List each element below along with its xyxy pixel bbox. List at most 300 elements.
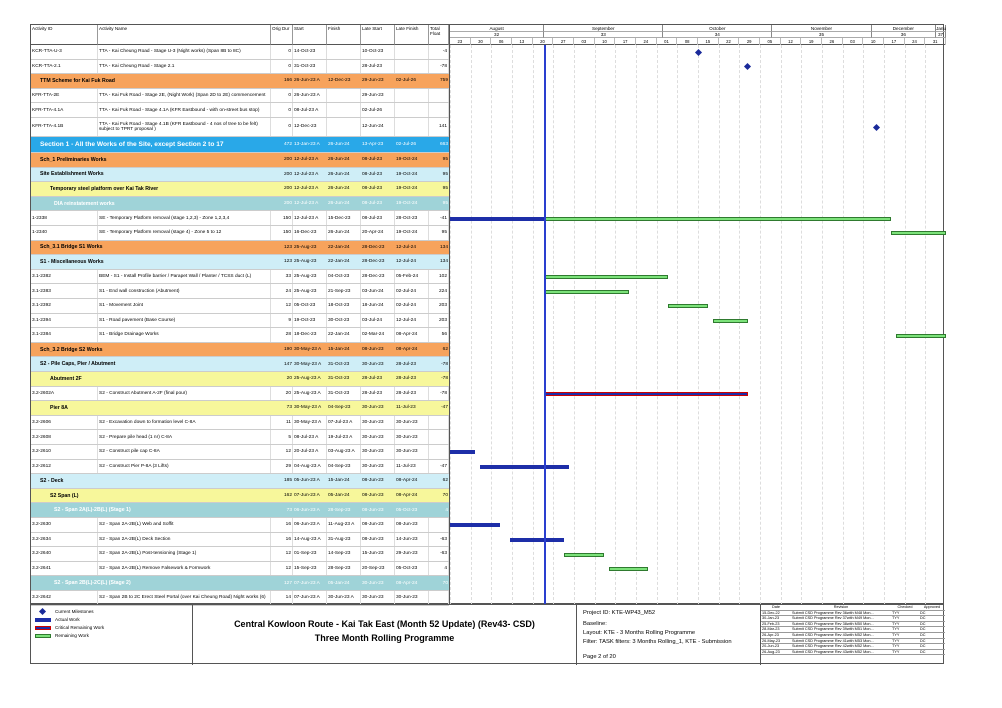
grid-line bbox=[843, 45, 844, 605]
orig-dur: 12 bbox=[271, 562, 293, 576]
table-row[interactable] bbox=[31, 103, 449, 118]
late-start: 08-Jun-23 bbox=[361, 518, 395, 532]
finish-date: 04-Sep-23 bbox=[328, 405, 351, 411]
table-row[interactable] bbox=[31, 416, 449, 431]
start-date: 30-May-23 A bbox=[294, 347, 322, 353]
finish-date: 05-Jan-24 bbox=[328, 493, 350, 499]
revision-cell: Submit CSD Programme Rev 41with M53 Mon... bbox=[792, 638, 874, 643]
table-row[interactable] bbox=[31, 60, 449, 75]
activity-id: 1-2338 bbox=[31, 211, 98, 225]
activity-name: SE - Temporary Platform removal (stage 1,2,3) - Zone 1,2,3,4 bbox=[98, 211, 271, 225]
activity-name: S2 - Span 2A-2B(L) Web and Soffit bbox=[98, 518, 271, 532]
grid-line bbox=[636, 45, 637, 605]
col-header-late-finish[interactable]: Late Finish bbox=[395, 25, 429, 45]
late-start: 13-Apr-23 bbox=[362, 142, 384, 147]
total-float: -4 bbox=[429, 45, 449, 59]
late-start: 08-Jun-23 bbox=[362, 347, 384, 353]
week-label: 33 bbox=[544, 32, 663, 38]
revision-cell: TYY bbox=[892, 616, 900, 621]
revision-header: Revision bbox=[833, 605, 849, 609]
late-start: 12-Jun-24 bbox=[361, 118, 395, 136]
late-finish: 08-Apr-24 bbox=[396, 580, 418, 586]
activity-id: KFR-TTA-2E bbox=[31, 89, 98, 103]
finish-date: 22-Jan-24 bbox=[328, 259, 350, 265]
remaining-work-bar[interactable] bbox=[544, 217, 891, 221]
revision-cell: DC bbox=[920, 621, 926, 626]
start-date: 12-Jul-23 A bbox=[293, 211, 327, 225]
day-label: 01 bbox=[657, 38, 678, 45]
finish-date: 22-Jan-24 bbox=[327, 328, 361, 342]
wbs-group-row[interactable] bbox=[31, 255, 449, 270]
activity-name: S2 - Construct Abutment A-2F (final pour) bbox=[98, 387, 271, 401]
activity-id: KFR-TTA-4.1A bbox=[31, 103, 98, 117]
revision-cell: Submit CSD Programme Rev 36with M48 Mon... bbox=[792, 610, 874, 615]
grid-line bbox=[863, 45, 864, 605]
activity-name: S1 - Bridge Drainage Works bbox=[98, 328, 271, 342]
table-row[interactable] bbox=[31, 314, 449, 329]
wbs-group-row[interactable] bbox=[31, 474, 449, 489]
day-label: 19 bbox=[801, 38, 822, 45]
wbs-group-row[interactable] bbox=[31, 182, 449, 197]
legend-label: Actual Work bbox=[55, 617, 80, 622]
late-finish: 19-Oct-24 bbox=[396, 201, 418, 207]
legend-item-current-milestone bbox=[35, 609, 94, 614]
day-label: 29 bbox=[739, 38, 760, 45]
table-row[interactable] bbox=[31, 328, 449, 343]
revision-cell: DC bbox=[920, 644, 926, 649]
activity-name: S2 - Prepare pile head (1 nr) C-8A bbox=[98, 430, 271, 444]
activity-name: TTA - Kai Cheung Road - Stage 2.1 bbox=[98, 60, 271, 74]
table-row[interactable] bbox=[31, 533, 449, 548]
late-finish: 11-Jul-23 bbox=[396, 405, 416, 411]
activity-id: 3.2-2610 bbox=[31, 445, 98, 459]
late-start: 30-Jun-23 bbox=[361, 430, 395, 444]
start-date: 26-Jun-23 A bbox=[293, 89, 327, 103]
orig-dur: 11 bbox=[271, 416, 293, 430]
late-finish: 12-Jul-24 bbox=[395, 314, 429, 328]
finish-date: 19-Jul-23 A bbox=[327, 430, 361, 444]
finish-date: 30-Jun-23 A bbox=[327, 591, 361, 605]
activity-name: S2 - Span 2A-2B(L) Post-tensioning (Stage 1) bbox=[98, 547, 271, 561]
activity-name: S2 - Construct Pier P-8A (3 Lifts) bbox=[98, 460, 271, 474]
start-date: 07-Jun-23 A bbox=[293, 591, 327, 605]
legend-item-actual-work bbox=[35, 617, 80, 622]
late-finish: 08-Apr-24 bbox=[395, 328, 429, 342]
day-label: 15 bbox=[698, 38, 719, 45]
activity-id: 3.1-2383 bbox=[31, 284, 98, 298]
legend-label: Critical Remaining Work bbox=[55, 625, 105, 630]
total-float: 62 bbox=[442, 347, 448, 353]
grid-line bbox=[574, 45, 575, 605]
legend bbox=[31, 605, 193, 665]
remaining-work-bar[interactable] bbox=[544, 275, 668, 279]
activity-name: S2 - Pile Caps, Pier / Abutment bbox=[40, 361, 116, 368]
revision-cell: 28-Mar-23 bbox=[762, 627, 780, 632]
late-finish: 19-Oct-24 bbox=[395, 226, 429, 240]
col-header-late-start[interactable]: Late Start bbox=[361, 25, 395, 45]
start-date: 30-May-23 A bbox=[294, 405, 322, 411]
revision-cell: TYY bbox=[892, 638, 900, 643]
grid-line bbox=[884, 45, 885, 605]
orig-dur: 12 bbox=[271, 299, 293, 313]
late-finish: 28-Jul-23 bbox=[395, 387, 429, 401]
late-start: 28-Jul-23 bbox=[361, 387, 395, 401]
wbs-group-row[interactable] bbox=[31, 137, 449, 153]
week-label: 37 bbox=[936, 32, 946, 38]
activity-id: 3.2-2602A bbox=[31, 387, 98, 401]
finish-date: 28-Sep-23 bbox=[327, 562, 361, 576]
late-finish: 02-Jul-26 bbox=[396, 142, 416, 147]
orig-dur: 472 bbox=[283, 142, 292, 147]
wbs-group-row[interactable] bbox=[31, 372, 449, 387]
total-float: -41 bbox=[429, 211, 449, 225]
activity-id: 1-2340 bbox=[31, 226, 98, 240]
finish-date: 12-Dec-23 bbox=[328, 78, 351, 84]
day-label: 08 bbox=[677, 38, 698, 45]
day-label: 10 bbox=[863, 38, 884, 45]
wbs-group-row[interactable] bbox=[31, 197, 449, 212]
start-date: 08-Jul-23 A bbox=[293, 430, 327, 444]
revision-cell: TYY bbox=[892, 649, 900, 654]
activity-id: 3.2-2612 bbox=[31, 460, 98, 474]
late-finish bbox=[395, 45, 429, 59]
col-header-finish[interactable]: Finish bbox=[327, 25, 361, 45]
day-label: 27 bbox=[553, 38, 574, 45]
late-finish: 05-Oct-23 bbox=[395, 562, 429, 576]
total-float: 62 bbox=[442, 478, 448, 484]
revision-cell: 25-Feb-23 bbox=[762, 621, 780, 626]
total-float bbox=[429, 103, 449, 117]
col-header-activity-id[interactable]: Activity ID bbox=[31, 25, 98, 45]
orig-dur: 5 bbox=[271, 430, 293, 444]
orig-dur: 147 bbox=[283, 361, 292, 367]
activity-id: 3.1-2382 bbox=[31, 270, 98, 284]
late-start: 02-Jul-26 bbox=[361, 103, 395, 117]
late-start: 30-Jun-23 bbox=[361, 416, 395, 430]
activity-name: Temporary steel platform over Kai Tak River bbox=[50, 185, 159, 192]
activity-name: S2 - Deck bbox=[40, 477, 64, 484]
late-finish: 14-Jun-23 bbox=[395, 533, 429, 547]
orig-dur: 24 bbox=[271, 284, 293, 298]
day-label: 03 bbox=[574, 38, 595, 45]
actual-work-bar[interactable] bbox=[450, 523, 500, 527]
revision-cell: DC bbox=[920, 638, 926, 643]
legend-item-remaining-work bbox=[35, 633, 89, 638]
project-info bbox=[577, 605, 761, 665]
remaining-work-bar[interactable] bbox=[564, 553, 604, 557]
late-finish: 28-Oct-23 bbox=[395, 211, 429, 225]
orig-dur: 16 bbox=[271, 518, 293, 532]
late-start: 30-Jun-23 bbox=[362, 405, 384, 411]
day-label: 31 bbox=[925, 38, 946, 45]
wbs-group-row[interactable] bbox=[31, 153, 449, 168]
actual-work-bar[interactable] bbox=[510, 538, 565, 542]
total-float: -63 bbox=[429, 547, 449, 561]
finish-date: 26-Jun-24 bbox=[328, 157, 350, 163]
late-start: 08-Jun-23 bbox=[361, 533, 395, 547]
table-row[interactable] bbox=[31, 211, 449, 226]
orig-dur: 162 bbox=[283, 493, 292, 499]
finish-date bbox=[327, 118, 361, 136]
late-start: 18-Jun-24 bbox=[361, 299, 395, 313]
finish-date: 04-Sep-23 bbox=[327, 460, 361, 474]
late-finish: 19-Oct-24 bbox=[396, 171, 418, 177]
activity-id: KCR-TTA-U-3 bbox=[31, 45, 98, 59]
project-title: Central Kowloon Route - Kai Tak East (Month 52 Update) (Rev43- CSD) bbox=[234, 619, 535, 629]
month-label: November bbox=[772, 25, 871, 32]
activity-name: Sch_3.2 Bridge S2 Works bbox=[40, 346, 103, 353]
orig-dur: 200 bbox=[283, 201, 292, 207]
actual-work-bar[interactable] bbox=[480, 465, 569, 469]
activity-name: DIA reinstatement works bbox=[54, 200, 115, 207]
late-start: 03-Jun-24 bbox=[361, 284, 395, 298]
late-finish bbox=[395, 89, 429, 103]
actual-work-bar[interactable] bbox=[450, 217, 544, 221]
revision-cell: DC bbox=[920, 627, 926, 632]
late-finish: 29-Jun-23 bbox=[395, 547, 429, 561]
activity-id: 3.2-2641 bbox=[31, 562, 98, 576]
orig-dur: 14 bbox=[271, 591, 293, 605]
start-date: 12-Jul-23 A bbox=[294, 186, 319, 192]
activity-id: 3.2-2606 bbox=[31, 416, 98, 430]
total-float: 203 bbox=[429, 299, 449, 313]
finish-date: 26-Jun-24 bbox=[328, 201, 350, 207]
activity-name: S1 - Miscellaneous Works bbox=[40, 258, 104, 265]
remaining-work-bar[interactable] bbox=[891, 231, 946, 235]
revision-cell: Submit CSD Programme Rev 37with M49 Mon... bbox=[792, 616, 874, 621]
late-finish: 19-Oct-24 bbox=[396, 157, 418, 163]
month-label: October bbox=[663, 25, 772, 32]
footer bbox=[30, 604, 944, 664]
late-start: 02-Mar-24 bbox=[361, 328, 395, 342]
table-row[interactable] bbox=[31, 430, 449, 445]
late-start: 08-Jun-23 bbox=[362, 478, 384, 484]
orig-dur: 9 bbox=[271, 314, 293, 328]
orig-dur: 20 bbox=[286, 376, 292, 382]
late-finish bbox=[395, 103, 429, 117]
activity-name: TTA - Kai Cheung Road - Stage U-3 (Night works) (Span 8B to 8C) bbox=[98, 45, 271, 59]
start-date: 30-May-23 A bbox=[293, 416, 327, 430]
col-header-total-float[interactable]: Total Float bbox=[429, 25, 449, 45]
table-row[interactable] bbox=[31, 445, 449, 460]
table-row[interactable] bbox=[31, 45, 449, 60]
table-row[interactable] bbox=[31, 226, 449, 241]
revision-cell: Submit CSD Programme Rev 38with M50 Mon... bbox=[792, 621, 874, 626]
grid-line bbox=[471, 45, 472, 605]
remaining-work-bar[interactable] bbox=[544, 290, 628, 294]
revision-cell: DC bbox=[920, 616, 926, 621]
revision-header: Date bbox=[771, 605, 781, 609]
wbs-group-row[interactable] bbox=[31, 357, 449, 372]
total-float: -78 bbox=[441, 376, 448, 382]
table-row[interactable] bbox=[31, 89, 449, 104]
wbs-group-row[interactable] bbox=[31, 401, 449, 416]
start-date: 13-Jan-23 A bbox=[294, 142, 320, 147]
total-float: 203 bbox=[429, 314, 449, 328]
revision-row bbox=[761, 650, 945, 656]
day-label: 23 bbox=[450, 38, 471, 45]
activity-id: 3.2-2642 bbox=[31, 591, 98, 605]
start-date: 07-Jun-23 A bbox=[294, 493, 320, 499]
start-date: 16-Dec-23 bbox=[293, 226, 327, 240]
finish-date: 22-Jan-24 bbox=[328, 244, 350, 250]
total-float: 134 bbox=[439, 259, 448, 265]
table-row[interactable] bbox=[31, 118, 449, 137]
late-start: 20-Apr-24 bbox=[361, 226, 395, 240]
critical-remaining-bar[interactable] bbox=[544, 392, 747, 396]
total-float: 4 bbox=[429, 562, 449, 576]
start-date: 01-Sep-23 bbox=[293, 547, 327, 561]
wbs-group-row[interactable] bbox=[31, 168, 449, 183]
wbs-group-row[interactable] bbox=[31, 489, 449, 504]
remaining-work-bar[interactable] bbox=[609, 567, 649, 571]
revision-cell: Submit CSD Programme Rev 40with M52 Mon... bbox=[792, 633, 874, 637]
grid-line bbox=[450, 45, 451, 605]
late-finish: 02-Jul-26 bbox=[396, 78, 416, 84]
day-label: 13 bbox=[512, 38, 533, 45]
grid-line bbox=[553, 45, 554, 605]
orig-dur: 20 bbox=[271, 387, 293, 401]
total-float: -78 bbox=[429, 60, 449, 74]
table-row[interactable] bbox=[31, 387, 449, 402]
grid-line bbox=[905, 45, 906, 605]
table-row[interactable] bbox=[31, 562, 449, 577]
revision-header: Approved bbox=[923, 605, 941, 609]
orig-dur: 200 bbox=[283, 157, 292, 163]
finish-date: 30-Oct-23 bbox=[327, 314, 361, 328]
day-label: 17 bbox=[884, 38, 905, 45]
late-finish bbox=[395, 118, 429, 136]
activity-name: BEM - S1 - Install Profile barrier / Parapet Wall / Planter / TCSS duct (L) bbox=[98, 270, 271, 284]
activity-name: Section 1 - All the Works of the Site, except Section 2 to 17 bbox=[40, 141, 224, 148]
table-row[interactable] bbox=[31, 460, 449, 475]
col-header-start[interactable]: Start bbox=[293, 25, 327, 45]
finish-date: 14-Sep-23 bbox=[327, 547, 361, 561]
late-start: 08-Jul-23 bbox=[362, 171, 382, 177]
table-row[interactable] bbox=[31, 518, 449, 533]
grid-line bbox=[925, 45, 926, 605]
remaining-work-bar[interactable] bbox=[713, 319, 748, 323]
actual-work-bar[interactable] bbox=[450, 450, 475, 454]
revision-cell: DC bbox=[920, 649, 926, 654]
table-row[interactable] bbox=[31, 299, 449, 314]
orig-dur: 0 bbox=[271, 60, 293, 74]
activity-id: KFR-TTA-4.1B bbox=[31, 118, 98, 136]
orig-dur: 0 bbox=[271, 118, 293, 136]
orig-dur: 150 bbox=[271, 211, 293, 225]
total-float: 224 bbox=[429, 284, 449, 298]
activity-name: S1 - Road pavement (Base Course) bbox=[98, 314, 271, 328]
activity-id: 3.2-2630 bbox=[31, 518, 98, 532]
schedule-sheet bbox=[30, 24, 947, 604]
revision-cell: 20-Jun-23 bbox=[762, 644, 780, 649]
activity-name: S2 - Span 2A-2B(L) Deck Section bbox=[98, 533, 271, 547]
table-row[interactable] bbox=[31, 270, 449, 285]
finish-date bbox=[327, 103, 361, 117]
table-row[interactable] bbox=[31, 284, 449, 299]
activity-name: S2 - Span 2A-2B(L) Remove Falsework & Formwork bbox=[98, 562, 271, 576]
total-float bbox=[429, 430, 449, 444]
orig-dur: 33 bbox=[271, 270, 293, 284]
start-date: 05-Oct-23 bbox=[293, 299, 327, 313]
grid-line bbox=[657, 45, 658, 605]
late-start: 29-Jun-23 bbox=[361, 89, 395, 103]
col-header-orig-dur[interactable]: Orig Dur bbox=[271, 25, 293, 45]
activity-name: S1 - Movement Joint bbox=[98, 299, 271, 313]
orig-dur: 166 bbox=[283, 78, 292, 84]
start-date: 31-Oct-23 bbox=[293, 60, 327, 74]
grid-line bbox=[719, 45, 720, 605]
activity-name: Abutment 2F bbox=[50, 375, 82, 382]
wbs-group-row[interactable] bbox=[31, 503, 449, 518]
day-label: 20 bbox=[533, 38, 554, 45]
milestone-diamond[interactable] bbox=[873, 124, 880, 131]
milestone-diamond[interactable] bbox=[744, 63, 751, 70]
total-float: 95 bbox=[442, 171, 448, 177]
total-float bbox=[429, 591, 449, 605]
late-finish: 08-Jun-23 bbox=[395, 518, 429, 532]
late-finish: 05-Feb-24 bbox=[395, 270, 429, 284]
late-start: 08-Jul-23 bbox=[362, 201, 382, 207]
late-start: 28-Dec-23 bbox=[362, 244, 385, 250]
late-start: 20-Sep-23 bbox=[361, 562, 395, 576]
finish-date: 18-Oct-23 bbox=[327, 299, 361, 313]
orig-dur: 12 bbox=[271, 445, 293, 459]
start-date: 25-Aug-23 bbox=[294, 259, 317, 265]
wbs-group-row[interactable] bbox=[31, 74, 449, 89]
late-start: 08-Jul-23 bbox=[361, 211, 395, 225]
week-label: 32 bbox=[450, 32, 544, 38]
finish-date: 28-Sep-23 bbox=[328, 507, 351, 513]
activity-name: S2 - Span 2B(L)-2C(L) (Stage 2) bbox=[54, 580, 131, 587]
finish-date: 05-Jan-24 bbox=[328, 580, 350, 586]
grid-line bbox=[698, 45, 699, 605]
wbs-group-row[interactable] bbox=[31, 576, 449, 591]
activity-table bbox=[31, 25, 449, 605]
late-finish: 02-Jul-24 bbox=[395, 284, 429, 298]
late-start: 08-Jul-23 bbox=[362, 186, 382, 192]
late-finish: 08-Apr-24 bbox=[396, 493, 418, 499]
month-label: August bbox=[450, 25, 544, 32]
total-float: 102 bbox=[429, 270, 449, 284]
revision-cell: 26-Aug-23 bbox=[762, 649, 780, 654]
start-date: 06-Jun-23 A bbox=[294, 507, 320, 513]
legend-swatch bbox=[35, 626, 51, 630]
table-row[interactable] bbox=[31, 547, 449, 562]
start-date: 18-Dec-23 bbox=[293, 328, 327, 342]
wbs-group-row[interactable] bbox=[31, 241, 449, 256]
finish-date: 31-Oct-23 bbox=[327, 387, 361, 401]
col-header-activity-name[interactable]: Activity Name bbox=[98, 25, 271, 45]
activity-id: KCR-TTA-2.1 bbox=[31, 60, 98, 74]
start-date: 12-Jul-23 A bbox=[294, 157, 319, 163]
late-start: 15-Jun-23 bbox=[361, 547, 395, 561]
remaining-work-bar[interactable] bbox=[896, 334, 946, 338]
finish-date: 26-Jun-24 bbox=[328, 186, 350, 192]
wbs-group-row[interactable] bbox=[31, 343, 449, 358]
orig-dur: 123 bbox=[283, 259, 292, 265]
day-label: 24 bbox=[905, 38, 926, 45]
orig-dur: 12 bbox=[271, 547, 293, 561]
late-start: 29-Jun-23 bbox=[362, 78, 384, 84]
orig-dur: 123 bbox=[283, 244, 292, 250]
late-start: 28-Jul-23 bbox=[362, 376, 382, 382]
revision-header: Checked bbox=[897, 605, 913, 609]
remaining-work-bar[interactable] bbox=[668, 304, 708, 308]
milestone-diamond[interactable] bbox=[694, 49, 701, 56]
late-finish bbox=[395, 60, 429, 74]
late-finish: 02-Jul-24 bbox=[395, 299, 429, 313]
